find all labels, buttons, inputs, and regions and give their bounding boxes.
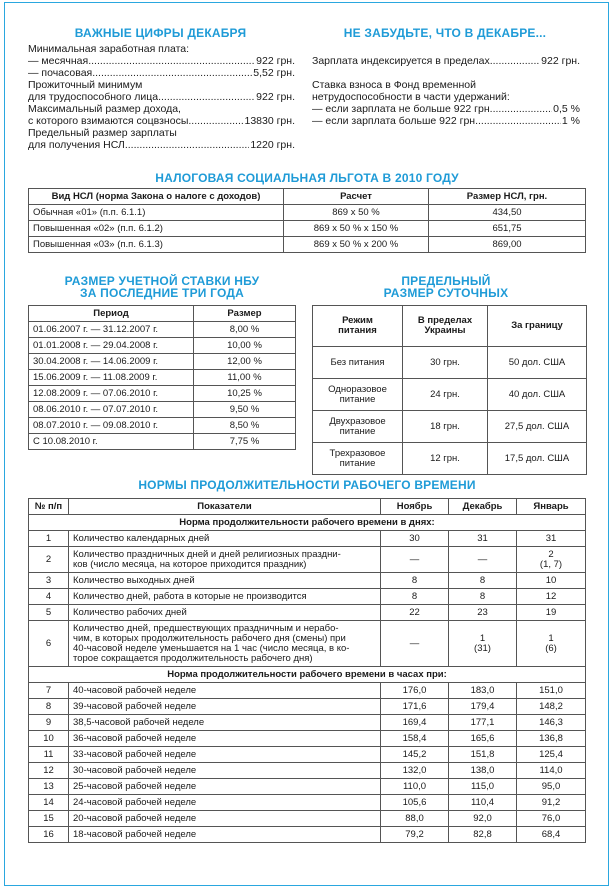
per-diem-header-row [313, 306, 587, 347]
january-cell: 76,0 [517, 811, 586, 827]
period-cell: 01.06.2007 г. — 31.12.2007 г. [29, 322, 194, 338]
column-header: За границу [488, 306, 587, 347]
period-cell: 01.01.2008 г. — 29.04.2008 г. [29, 338, 194, 354]
january-cell: 148,2 [517, 699, 586, 715]
row-number: 16 [29, 827, 69, 843]
nbu-title: РАЗМЕР УЧЕТНОЙ СТАВКИ НБУ ЗА ПОСЛЕДНИЕ ТРИ ГОДА [64, 274, 260, 300]
nsl-amount-cell: 434,50 [429, 205, 586, 221]
november-cell: 8 [381, 589, 449, 605]
november-cell: 79,2 [381, 827, 449, 843]
november-cell: 171,6 [381, 699, 449, 715]
column-header: Декабрь [449, 499, 517, 515]
norms-table [28, 498, 586, 843]
december-cell: 138,0 [449, 763, 517, 779]
period-cell: 08.07.2010 г. — 09.08.2010 г. [29, 418, 194, 434]
row-number: 13 [29, 779, 69, 795]
rate-cell: 8,00 % [194, 322, 296, 338]
section-hours-label: Норма продолжительности рабочего времени в часах при: [29, 667, 586, 683]
column-header: Ноябрь [381, 499, 449, 515]
indexed-row: Зарплата индексируется в пределах ..... 922 грн. [312, 55, 580, 67]
table-row [29, 418, 296, 434]
row-number: 2 [29, 547, 69, 573]
january-cell: 10 [517, 573, 586, 589]
november-cell: 30 [381, 531, 449, 547]
rate1-row: — если зарплата не больше 922 грн. ..... 0,5 % [312, 103, 580, 115]
table-row [29, 811, 586, 827]
column-header: В пределах Украины [403, 306, 488, 347]
table-row [313, 443, 587, 475]
column-header: Режим питания [313, 306, 403, 347]
abroad-cell: 27,5 дол. США [488, 411, 587, 443]
december-cell: 183,0 [449, 683, 517, 699]
indicator-cell: Количество праздничных дней и дней религиозных праздни- ков (число месяца, на которое приходится праздник) [69, 547, 381, 573]
january-cell: 136,8 [517, 731, 586, 747]
ukraine-cell: 18 грн. [403, 411, 488, 443]
per-diem-title: ПРЕДЕЛЬНЫЙ РАЗМЕР СУТОЧНЫХ [383, 274, 509, 300]
january-cell: 95,0 [517, 779, 586, 795]
december-cell: 31 [449, 531, 517, 547]
table-row [29, 434, 296, 450]
meal-mode-cell: Двухразовое питание [313, 411, 403, 443]
indicator-cell: 40-часовой рабочей неделе [69, 683, 381, 699]
table-row [29, 827, 586, 843]
column-header: Период [29, 306, 194, 322]
subsistence-label: Прожиточный минимум [28, 79, 143, 91]
ukraine-cell: 30 грн. [403, 347, 488, 379]
row-number: 11 [29, 747, 69, 763]
table-row [29, 747, 586, 763]
row-number: 5 [29, 605, 69, 621]
column-header: Показатели [69, 499, 381, 515]
row-number: 8 [29, 699, 69, 715]
norms-title: НОРМЫ ПРОДОЛЖИТЕЛЬНОСТИ РАБОЧЕГО ВРЕМЕНИ [138, 478, 476, 492]
period-cell: С 10.08.2010 г. [29, 434, 194, 450]
table-row [313, 411, 587, 443]
indicator-cell: 24-часовой рабочей неделе [69, 795, 381, 811]
december-cell: 177,1 [449, 715, 517, 731]
nbu-table [28, 305, 296, 450]
section-days [29, 515, 586, 531]
indicator-cell: Количество рабочих дней [69, 605, 381, 621]
column-header: Вид НСЛ (норма Закона о налоге с доходов) [29, 189, 284, 205]
period-cell: 12.08.2009 г. — 07.06.2010 г. [29, 386, 194, 402]
contrib-label-1: Ставка взноса в Фонд временной [312, 79, 476, 91]
nsl-calc-cell: 869 х 50 % х 200 % [284, 237, 429, 253]
salary-limit-label: Предельный размер зарплаты [28, 127, 177, 139]
indicator-cell: 25-часовой рабочей неделе [69, 779, 381, 795]
table-row [29, 386, 296, 402]
table-row [29, 589, 586, 605]
nsl-table [28, 188, 586, 253]
ukraine-cell: 12 грн. [403, 443, 488, 475]
ukraine-cell: 24 грн. [403, 379, 488, 411]
column-header: Размер НСЛ, грн. [429, 189, 586, 205]
min-wage-label: Минимальная заработная плата: [28, 43, 190, 55]
column-header: № п/п [29, 499, 69, 515]
rate-cell: 10,25 % [194, 386, 296, 402]
table-row [29, 621, 586, 667]
indicator-cell: Количество выходных дней [69, 573, 381, 589]
table-row [29, 731, 586, 747]
nsl-calc-cell: 869 х 50 % [284, 205, 429, 221]
row-number: 1 [29, 531, 69, 547]
january-cell: 146,3 [517, 715, 586, 731]
november-cell: 88,0 [381, 811, 449, 827]
nsl-type-cell: Обычная «01» (п.п. 6.1.1) [29, 205, 284, 221]
november-cell: 110,0 [381, 779, 449, 795]
row-number: 10 [29, 731, 69, 747]
rate-cell: 10,00 % [194, 338, 296, 354]
nsl-amount-cell: 651,75 [429, 221, 586, 237]
november-cell: 158,4 [381, 731, 449, 747]
row-number: 15 [29, 811, 69, 827]
january-cell: 114,0 [517, 763, 586, 779]
monthly-wage-row: — месячная ..... 922 грн. [28, 55, 295, 67]
november-cell: 105,6 [381, 795, 449, 811]
period-cell: 30.04.2008 г. — 14.06.2009 г. [29, 354, 194, 370]
january-cell: 2 (1, 7) [517, 547, 586, 573]
nsl-header-row [29, 189, 586, 205]
period-cell: 15.06.2009 г. — 11.08.2009 г. [29, 370, 194, 386]
section-hours [29, 667, 586, 683]
january-cell: 91,2 [517, 795, 586, 811]
november-cell: 22 [381, 605, 449, 621]
indicator-cell: 39-часовой рабочей неделе [69, 699, 381, 715]
contrib-label-2: нетрудоспособности в части удержаний: [312, 91, 510, 103]
row-number: 7 [29, 683, 69, 699]
table-row [29, 402, 296, 418]
december-cell: 8 [449, 573, 517, 589]
period-cell: 08.06.2010 г. — 07.07.2010 г. [29, 402, 194, 418]
indicator-cell: Количество дней, работа в которые не производится [69, 589, 381, 605]
indicator-cell: Количество календарных дней [69, 531, 381, 547]
abroad-cell: 17,5 дол. США [488, 443, 587, 475]
table-row [29, 221, 586, 237]
november-cell: 145,2 [381, 747, 449, 763]
nsl-title: НАЛОГОВАЯ СОЦИАЛЬНАЯ ЛЬГОТА В 2010 ГОДУ [155, 171, 459, 185]
december-cell: — [449, 547, 517, 573]
reminder-block [312, 55, 580, 127]
indicator-cell: 36-часовой рабочей неделе [69, 731, 381, 747]
rate-cell: 7,75 % [194, 434, 296, 450]
nsl-amount-cell: 869,00 [429, 237, 586, 253]
table-row [29, 205, 586, 221]
december-cell: 23 [449, 605, 517, 621]
november-cell: 132,0 [381, 763, 449, 779]
november-cell: 176,0 [381, 683, 449, 699]
row-number: 3 [29, 573, 69, 589]
rate-cell: 8,50 % [194, 418, 296, 434]
indicator-cell: 33-часовой рабочей неделе [69, 747, 381, 763]
nsl-calc-cell: 869 х 50 % х 150 % [284, 221, 429, 237]
rate-cell: 9,50 % [194, 402, 296, 418]
reminder-title: НЕ ЗАБУДЬТЕ, ЧТО В ДЕКАБРЕ... [343, 26, 547, 40]
nsl-type-cell: Повышенная «02» (п.п. 6.1.2) [29, 221, 284, 237]
hourly-wage-row: — почасовая ..... 5,52 грн. [28, 67, 295, 79]
table-row [29, 715, 586, 731]
indicator-cell: 20-часовой рабочей неделе [69, 811, 381, 827]
january-cell: 68,4 [517, 827, 586, 843]
per-diem-table [312, 305, 587, 475]
max-income-row: с которого взимаются соцвзносы ..... 13830 грн. [28, 115, 295, 127]
january-cell: 19 [517, 605, 586, 621]
row-number: 14 [29, 795, 69, 811]
november-cell: — [381, 621, 449, 667]
rate-cell: 11,00 % [194, 370, 296, 386]
table-row [29, 699, 586, 715]
december-cell: 151,8 [449, 747, 517, 763]
table-row [29, 322, 296, 338]
column-header: Размер [194, 306, 296, 322]
table-row [29, 547, 586, 573]
table-row [313, 347, 587, 379]
table-row [29, 237, 586, 253]
december-cell: 1 (31) [449, 621, 517, 667]
meal-mode-cell: Трехразовое питание [313, 443, 403, 475]
january-cell: 151,0 [517, 683, 586, 699]
january-cell: 31 [517, 531, 586, 547]
row-number: 6 [29, 621, 69, 667]
meal-mode-cell: Одноразовое питание [313, 379, 403, 411]
table-row [29, 573, 586, 589]
rate-cell: 12,00 % [194, 354, 296, 370]
december-cell: 82,8 [449, 827, 517, 843]
indicator-cell: 30-часовой рабочей неделе [69, 763, 381, 779]
december-cell: 110,4 [449, 795, 517, 811]
november-cell: 169,4 [381, 715, 449, 731]
table-row [29, 763, 586, 779]
january-cell: 1 (6) [517, 621, 586, 667]
december-cell: 92,0 [449, 811, 517, 827]
salary-limit-row: для получения НСЛ ..... 1220 грн. [28, 139, 295, 151]
section-days-label: Норма продолжительности рабочего времени в днях: [29, 515, 586, 531]
table-row [29, 683, 586, 699]
table-row [29, 605, 586, 621]
max-income-label: Максимальный размер дохода, [28, 103, 181, 115]
table-row [29, 370, 296, 386]
row-number: 12 [29, 763, 69, 779]
nbu-header-row [29, 306, 296, 322]
norms-header-row [29, 499, 586, 515]
key-figures-title: ВАЖНЫЕ ЦИФРЫ ДЕКАБРЯ [74, 26, 247, 40]
december-cell: 115,0 [449, 779, 517, 795]
nsl-type-cell: Повышенная «03» (п.п. 6.1.3) [29, 237, 284, 253]
indicator-cell: Количество дней, предшествующих праздничным и нерабо- чим, в которых продолжительность рабочего дня (смены) при 40-часовой неделе уменьшается на 1 час (число месяца, в ко- торое сокращается продолжительность рабочего дня) [69, 621, 381, 667]
november-cell: — [381, 547, 449, 573]
row-number: 4 [29, 589, 69, 605]
table-row [29, 338, 296, 354]
november-cell: 8 [381, 573, 449, 589]
table-row [29, 795, 586, 811]
indicator-cell: 38,5-часовой рабочей неделе [69, 715, 381, 731]
january-cell: 125,4 [517, 747, 586, 763]
subsistence-row: для трудоспособного лица ..... 922 грн. [28, 91, 295, 103]
abroad-cell: 50 дол. США [488, 347, 587, 379]
december-cell: 165,6 [449, 731, 517, 747]
column-header: Расчет [284, 189, 429, 205]
december-cell: 179,4 [449, 699, 517, 715]
december-cell: 8 [449, 589, 517, 605]
table-row [29, 531, 586, 547]
abroad-cell: 40 дол. США [488, 379, 587, 411]
rate2-row: — если зарплата больше 922 грн. ..... 1 % [312, 115, 580, 127]
indicator-cell: 18-часовой рабочей неделе [69, 827, 381, 843]
meal-mode-cell: Без питания [313, 347, 403, 379]
row-number: 9 [29, 715, 69, 731]
key-figures-block [28, 43, 295, 151]
table-row [29, 354, 296, 370]
table-row [29, 779, 586, 795]
january-cell: 12 [517, 589, 586, 605]
column-header: Январь [517, 499, 586, 515]
table-row [313, 379, 587, 411]
